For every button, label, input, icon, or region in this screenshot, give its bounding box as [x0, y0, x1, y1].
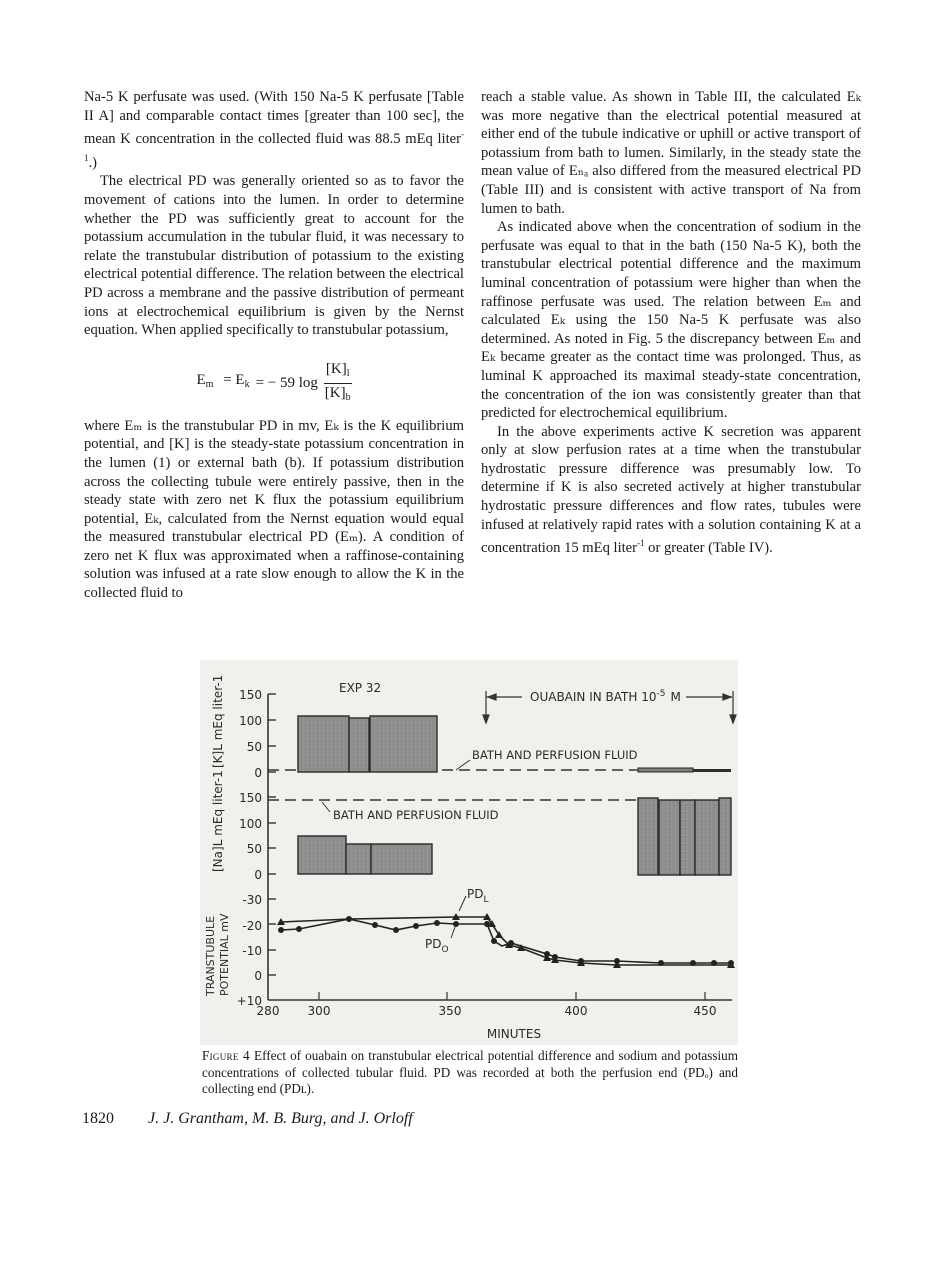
left-text-column [84, 88, 464, 603]
eq-text: = E [223, 372, 245, 389]
eq-denominator [325, 384, 351, 407]
svg-text:0: 0 [254, 766, 262, 780]
paragraph: As indicated above when the concentration of sodium in the perfusate was equal to that in the bath (150 Na-5 K), both the transtubular electrical potential difference and the maximum luminal concentration of potassium were higher than when the raffinose perfusate was used. The relation between Eₘ and calculated Eₖ using the 150 Na-5 K perfusate was also determined. As noted in Fig. 5 the discrepancy between Eₘ and Eₖ became greater as the contact time was prolonged. Thus, as luminal K approached its maximal steady-state concentration, the concentration of the ion was consistently greater than that predicted for electrochemical equilibrium. [481, 219, 861, 422]
paragraph: reach a stable value. As shown in Table III, the calculated Eₖ was more negative than the electrical potential measured at either end of the tubule indicative or uphill or active transport of potassium from bath to lumen. Similarly, in the steady state the mean value of Eₙₐ also differed from the measured electrical PD (Table III) and is consistent with active transport of Na from lumen to bath. [481, 89, 861, 217]
bath-label-na: BATH AND PERFUSION FLUID [333, 808, 499, 822]
bath-label-k: BATH AND PERFUSION FLUID [472, 748, 638, 762]
eq-numerator [324, 360, 352, 384]
eq-text: [K] [325, 360, 347, 377]
svg-text:100: 100 [239, 714, 262, 728]
paragraph-text: Na-5 K perfusate was used. (With 150 Na-5 K perfusate [Table II A] and comparable contact times [greater than 100 sec], the mean K concentration in the collected fluid was 88.5 mEq liter [84, 89, 464, 148]
svg-text:-20: -20 [242, 919, 262, 933]
svg-text:100: 100 [239, 817, 262, 831]
k-axis-label: [K]L mEq liter-1 [211, 674, 225, 768]
figure-chart [200, 660, 738, 1045]
paragraph-text: or greater (Table IV). [644, 540, 773, 557]
svg-text:450: 450 [693, 1004, 717, 1018]
figure-4 [200, 660, 738, 1045]
paragraph-text: .) [88, 154, 98, 171]
svg-text:350: 350 [438, 1004, 462, 1018]
k-axis-ticks [239, 688, 262, 780]
k-bars [298, 716, 437, 772]
eq-text: [K] [324, 384, 346, 401]
eq-text: E [196, 372, 206, 389]
svg-text:280: 280 [256, 1004, 280, 1018]
page-footer [82, 1110, 413, 1128]
svg-text:-10: -10 [242, 944, 262, 958]
paragraph-text: In the above experiments active K secretion was apparent only at slow perfusion rates at a time when the transtubular hydrostatic pressure difference was presumably low. To determine if K is also secreted actively at higher transtubular hydrostatic pressure differences and flow rates, tubules were infused at relatively rapid rates with a solution containing K at a concentration 15 mEq liter [481, 423, 861, 557]
pd-axis-ticks [237, 893, 262, 1008]
svg-text:0: 0 [254, 868, 262, 882]
x-axis-label: MINUTES [486, 1027, 542, 1041]
svg-text:150: 150 [239, 791, 262, 805]
svg-text:150: 150 [239, 688, 262, 702]
right-text-column [481, 88, 861, 558]
svg-text:+10: +10 [236, 994, 262, 1008]
paragraph [481, 423, 861, 558]
ouabain-label: OUABAIN IN BATH $10^{-5}$ M [530, 689, 681, 704]
eq-fraction [324, 360, 352, 407]
nernst-equation [84, 360, 464, 407]
pdl-markers [277, 913, 735, 968]
eq-text: = − 59 log [255, 374, 318, 391]
superscript: -1 [84, 129, 464, 163]
pdl-line [281, 917, 731, 965]
svg-text:50: 50 [246, 842, 262, 856]
paragraph: The electrical PD was generally oriented so as to favor the movement of cations into the lumen. In order to determine whether the PD was sufficiently great to account for the potassium accumulation in the tubular fluid, it was necessary to relate the transtubular distribution of potassium to the existing electrical potential difference. The relation between the electrical PD across a membrane and the passive distribution of permeant ions at electrochemical equilibrium is given by the Nernst equation. When applied specifically to transtubular potassium, [84, 173, 464, 339]
eq-sub: b [345, 391, 351, 403]
page-number: 1820 [82, 1110, 114, 1127]
figure-label: Figure 4 [202, 1048, 250, 1063]
svg-text:-30: -30 [242, 893, 262, 907]
pd-axis-label-1: TRANSTUBULE [204, 915, 217, 996]
x-axis-ticks [257, 1004, 717, 1018]
superscript: -1 [637, 538, 645, 549]
pdl-label: $PD_L$ [467, 887, 489, 905]
paragraph: where Eₘ is the transtubular PD in mv, Eₖ is the K equilibrium potential, and [K] is the steady-state potassium concentration in the lumen (1) or external bath (b). If potassium distribution across the collecting tubule were entirely passive, then in the steady state with zero net K flux the potassium equilibrium potential, Eₖ, calculated from the Nernst equation would equal the measured transtubular electrical PD (Eₘ). A condition of zero net K flux was approximated when a raffinose-containing solution was infused at a rate slow enough to allow the K in the collected fluid to [84, 417, 464, 602]
na-axis-ticks [239, 791, 262, 882]
eq-sub: k [244, 379, 250, 391]
na-axis-label: [Na]L mEq liter-1 [211, 770, 225, 872]
authors: J. J. Grantham, M. B. Burg, and J. Orloff [148, 1110, 413, 1127]
svg-text:0: 0 [254, 969, 262, 983]
svg-text:50: 50 [246, 740, 262, 754]
eq-lhs [196, 371, 213, 395]
figure-caption [202, 1048, 738, 1098]
svg-text:400: 400 [564, 1004, 588, 1018]
eq-sub: m [205, 379, 214, 391]
eq-mid [219, 371, 249, 395]
eq-sub: l [346, 367, 350, 379]
paragraph [84, 88, 464, 172]
pd-axis-label-2: POTENTIAL mV [218, 913, 231, 996]
exp-label: EXP 32 [339, 681, 382, 695]
pdo-label: $PD_O$ [425, 937, 449, 955]
svg-text:300: 300 [307, 1004, 331, 1018]
caption-text: Effect of ouabain on transtubular electrical potential difference and sodium and potassium concentrations of collected tubular fluid. PD was recorded at both the perfusion end (PDₒ) and collecting end (PDʟ). [202, 1048, 738, 1096]
